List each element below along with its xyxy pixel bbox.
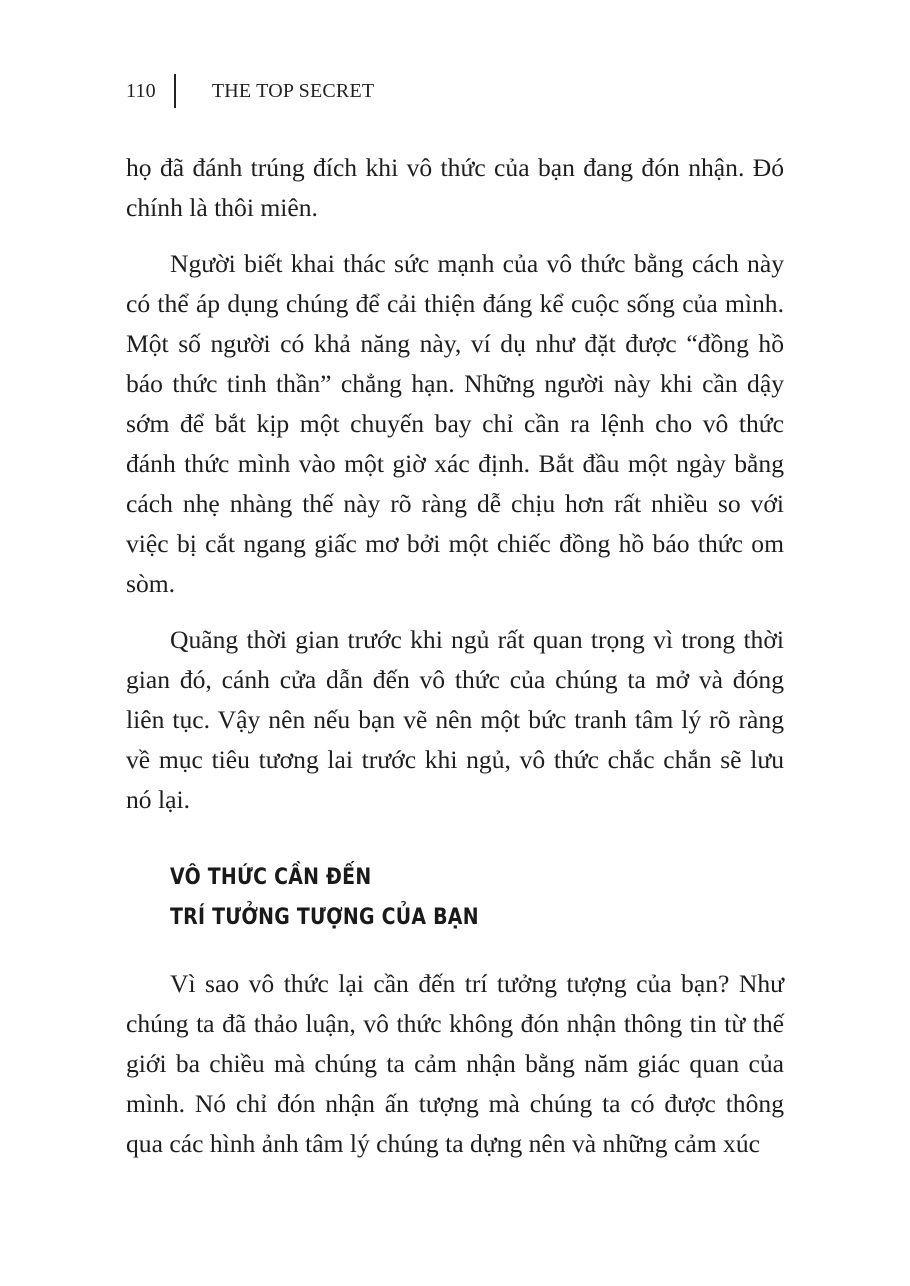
paragraph: Vì sao vô thức lại cần đến trí tưởng tượng của bạn? Như chúng ta đã thảo luận, vô thức không đón nhận thông tin từ thế giới ba chiều mà chúng ta cảm nhận bằng năm giác quan của mình. Nó chỉ đón nhận ấn tượng mà chúng ta có được thông qua các hình ảnh tâm lý chúng ta dựng nên và những cảm xúc xyxy=(126,969,784,1158)
paragraph: Quãng thời gian trước khi ngủ rất quan trọng vì trong thời gian đó, cánh cửa dẫn đến vô thức của chúng ta mở và đóng liên tục. Vậy nên nếu bạn vẽ nên một bức tranh tâm lý rõ ràng về mục tiêu tương lai trước khi ngủ, vô thức chắc chắn sẽ lưu nó lại. xyxy=(126,625,784,814)
book-title: THE TOP SECRET xyxy=(211,79,375,102)
body-text-bottom xyxy=(126,964,784,1164)
section-heading-line: TRÍ TƯỞNG TƯỢNG CỦA BẠN xyxy=(170,905,479,930)
running-header xyxy=(126,74,374,108)
paragraph-continuation: họ đã đánh trúng đích khi vô thức của bạn đang đón nhận. Đó chính là thôi miên. xyxy=(126,153,784,222)
page-number: 110 xyxy=(126,79,156,102)
header-divider xyxy=(174,74,176,108)
section-heading xyxy=(170,858,479,938)
section-heading-line: VÔ THỨC CẦN ĐẾN xyxy=(170,865,372,890)
paragraph: Người biết khai thác sức mạnh của vô thức bằng cách này có thể áp dụng chúng để cải thiện đáng kể cuộc sống của mình. Một số người có khả năng này, ví dụ như đặt được “đồng hồ báo thức tinh thần” chẳng hạn. Những người này khi cần dậy sớm để bắt kịp một chuyến bay chỉ cần ra lệnh cho vô thức đánh thức mình vào một giờ xác định. Bắt đầu một ngày bằng cách nhẹ nhàng thế này rõ ràng dễ chịu hơn rất nhiều so với việc bị cắt ngang giấc mơ bởi một chiếc đồng hồ báo thức om sòm. xyxy=(126,249,784,598)
body-text-top xyxy=(126,148,784,820)
